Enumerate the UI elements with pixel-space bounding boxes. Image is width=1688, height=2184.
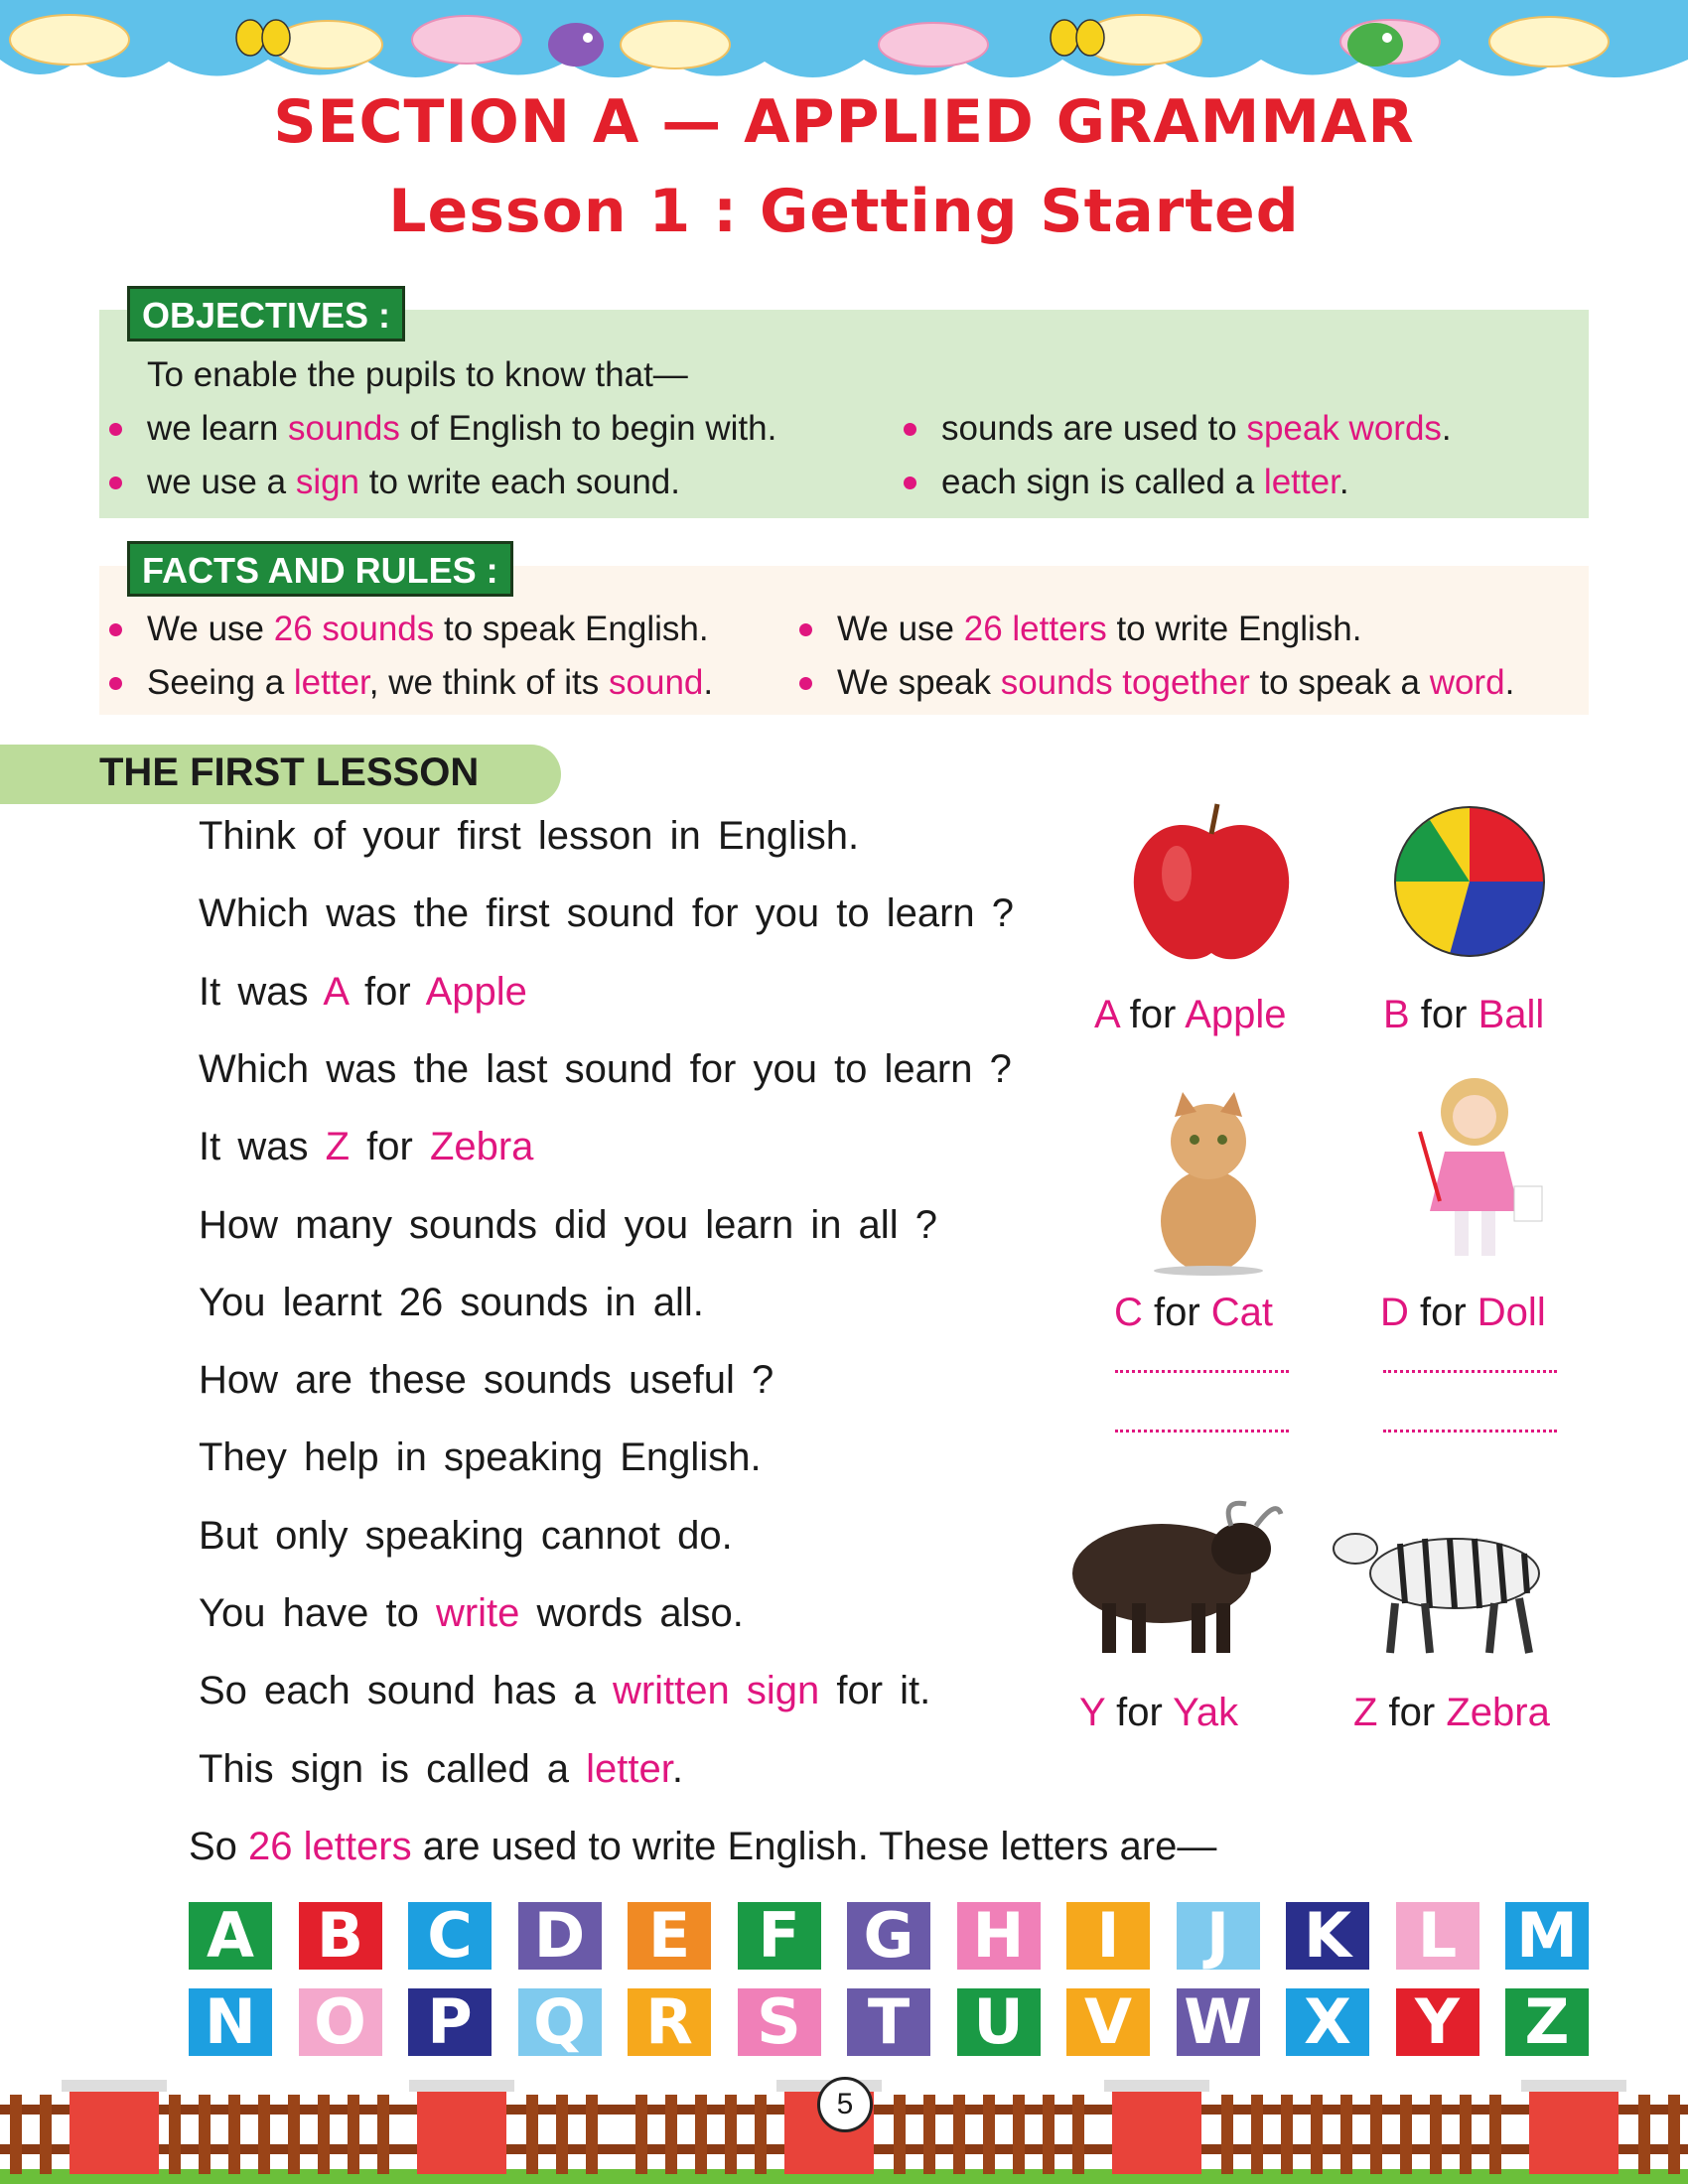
- letter-tile-l: L: [1396, 1902, 1479, 1970]
- header-sky-decoration: [0, 0, 1688, 99]
- picture-caption-doll: D for Doll: [1380, 1291, 1546, 1334]
- blank-line: [1115, 1430, 1289, 1433]
- letter-tile-y: Y: [1396, 1988, 1479, 2056]
- zebra-image: [1331, 1509, 1569, 1658]
- lesson-line: They help in speaking English.: [199, 1435, 762, 1480]
- picture-caption-cat: C for Cat: [1114, 1291, 1274, 1334]
- fact-item: We use 26 letters to write English.: [837, 610, 1362, 648]
- letter-tile-e: E: [628, 1902, 711, 1970]
- ball-image: [1390, 802, 1549, 961]
- letter-tile-z: Z: [1505, 1988, 1589, 2056]
- apple-image: [1122, 794, 1301, 973]
- letter-tile-w: W: [1177, 1988, 1260, 2056]
- objectives-label: OBJECTIVES :: [127, 286, 405, 341]
- lesson-line: You learnt 26 sounds in all.: [199, 1280, 704, 1324]
- objective-item: we learn sounds of English to begin with.: [147, 409, 777, 448]
- letter-tile-p: P: [408, 1988, 492, 2056]
- letter-tile-t: T: [847, 1988, 930, 2056]
- lesson-line: How many sounds did you learn in all ?: [199, 1202, 937, 1247]
- picture-caption-zebra: Z for Zebra: [1353, 1691, 1550, 1734]
- objective-item: each sign is called a letter.: [941, 463, 1349, 501]
- picture-caption-yak: Y for Yak: [1079, 1691, 1239, 1734]
- letter-tile-d: D: [518, 1902, 602, 1970]
- letter-tile-b: B: [299, 1902, 382, 1970]
- lesson-line: But only speaking cannot do.: [199, 1513, 733, 1558]
- lesson-line: How are these sounds useful ?: [199, 1358, 774, 1403]
- letter-tile-v: V: [1066, 1988, 1150, 2056]
- section-heading: THE FIRST LESSON: [99, 751, 480, 794]
- blank-line: [1115, 1370, 1289, 1373]
- letter-tile-g: G: [847, 1902, 930, 1970]
- cat-image: [1147, 1092, 1271, 1276]
- letter-tile-u: U: [957, 1988, 1041, 2056]
- objective-item: sounds are used to speak words.: [941, 409, 1452, 448]
- lesson-line: It was Z for Zebra: [199, 1125, 534, 1169]
- lesson-line: Think of your first lesson in English.: [199, 814, 860, 858]
- blank-line: [1383, 1430, 1557, 1433]
- letter-tile-h: H: [957, 1902, 1041, 1970]
- picture-caption-apple: A for Apple: [1094, 993, 1287, 1036]
- letter-tile-j: J: [1177, 1902, 1260, 1970]
- lesson-line: Which was the last sound for you to learn ?: [199, 1046, 1012, 1091]
- letter-tile-a: A: [189, 1902, 272, 1970]
- objectives-intro: To enable the pupils to know that—: [147, 355, 688, 394]
- letter-tile-s: S: [738, 1988, 821, 2056]
- lesson-title: Lesson 1 : Getting Started: [388, 177, 1300, 246]
- fact-item: We use 26 sounds to speak English.: [147, 610, 709, 648]
- letter-tile-n: N: [189, 1988, 272, 2056]
- letter-tile-k: K: [1286, 1902, 1369, 1970]
- lesson-line: It was A for Apple: [199, 969, 527, 1014]
- fact-item: Seeing a letter, we think of its sound.: [147, 663, 714, 702]
- section-title: SECTION A — APPLIED GRAMMAR: [273, 87, 1415, 157]
- lesson-line: So each sound has a written sign for it.: [199, 1669, 931, 1713]
- letter-tile-r: R: [628, 1988, 711, 2056]
- lesson-line: Which was the first sound for you to learn ?: [199, 891, 1015, 936]
- letters-intro: So 26 letters are used to write English. These letters are—: [189, 1825, 1217, 1868]
- doll-image: [1400, 1072, 1549, 1271]
- fact-item: We speak sounds together to speak a word.: [837, 663, 1515, 702]
- lesson-line: This sign is called a letter.: [199, 1746, 683, 1791]
- objective-item: we use a sign to write each sound.: [147, 463, 680, 501]
- letter-tile-m: M: [1505, 1902, 1589, 1970]
- letter-tile-q: Q: [518, 1988, 602, 2056]
- lesson-line: You have to write words also.: [199, 1591, 744, 1635]
- letter-tile-x: X: [1286, 1988, 1369, 2056]
- picture-caption-ball: B for Ball: [1383, 993, 1545, 1036]
- letter-tile-i: I: [1066, 1902, 1150, 1970]
- letter-tile-o: O: [299, 1988, 382, 2056]
- letter-tile-c: C: [408, 1902, 492, 1970]
- yak-image: [1062, 1494, 1286, 1658]
- facts-label: FACTS AND RULES :: [127, 541, 513, 597]
- letter-tile-f: F: [738, 1902, 821, 1970]
- page-number: 5: [817, 2077, 873, 2132]
- blank-line: [1383, 1370, 1557, 1373]
